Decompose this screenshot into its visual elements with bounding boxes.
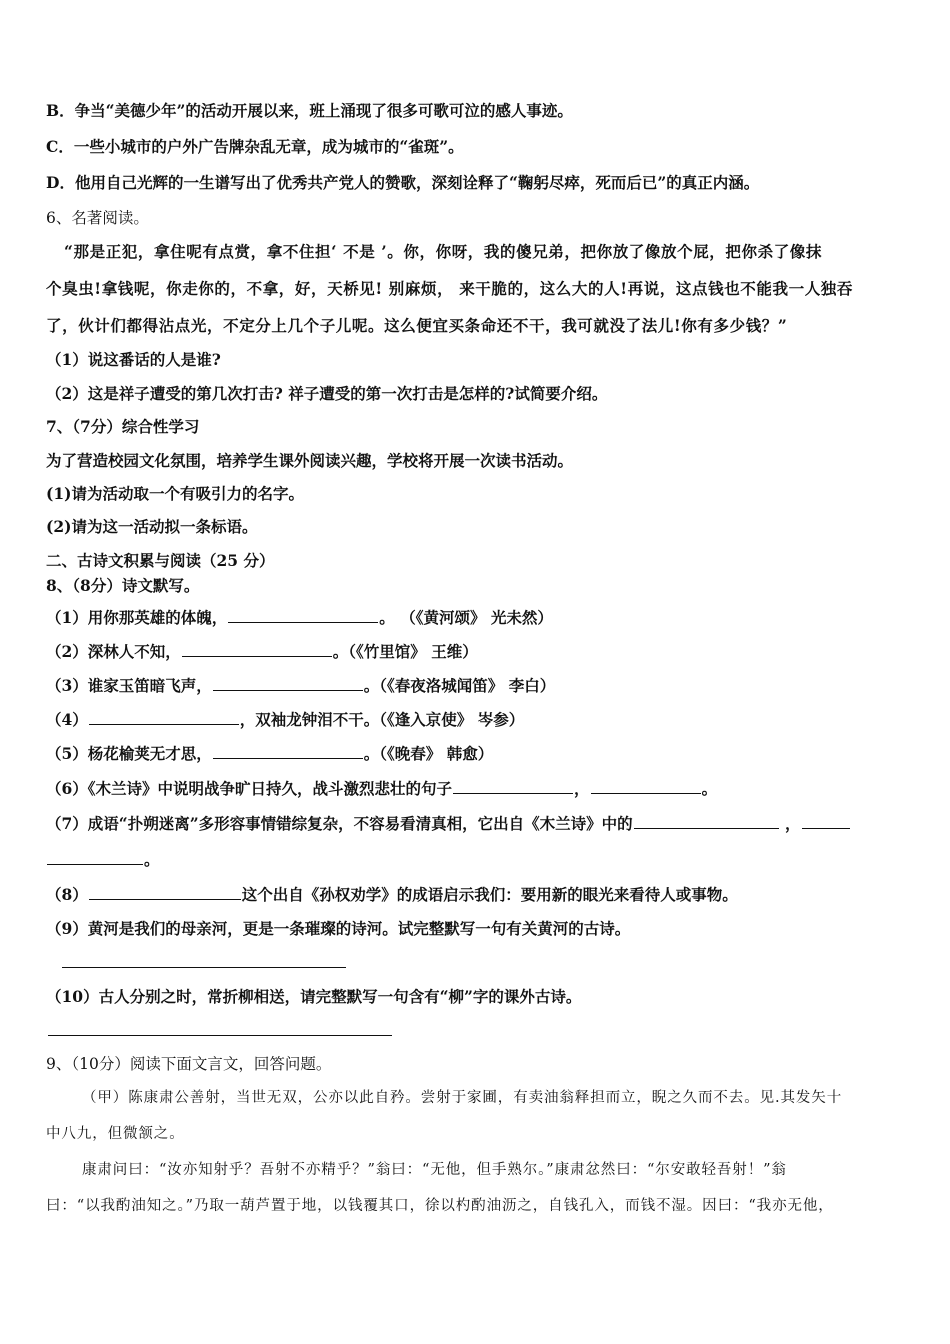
answer-line[interactable] (62, 967, 346, 968)
q8-item-7-comma: ， (779, 814, 801, 833)
answer-blank[interactable] (89, 710, 239, 725)
q8-item-3-prompt: （3）谁家玉笛暗飞声， (46, 676, 212, 695)
answer-blank[interactable] (634, 814, 779, 829)
q8-item-4 (46, 710, 524, 730)
q8-title: 8、（8分）诗文默写。 (46, 576, 200, 595)
q9-passage-1-line-1: （甲）陈康肃公善射，当世无双，公亦以此自矜。尝射于家圃，有卖油翁释担而立，睨之久而不去。见.其发矢十 (82, 1090, 843, 1106)
q8-item-7-continued (46, 850, 160, 870)
q7-intro: 为了营造校园文化氛围，培养学生课外阅读兴趣，学校将开展一次读书活动。 (46, 451, 574, 470)
q8-item-6-comma: ， (574, 779, 590, 798)
q8-item-7-prompt: （7）成语“扑朔迷离”多形容事情错综复杂，不容易看清真相，它出自《木兰诗》中的 (46, 814, 633, 833)
q8-item-1-prompt: （1）用你那英雄的体魄， (46, 608, 228, 627)
q8-item-9: （9）黄河是我们的母亲河，更是一条璀璨的诗河。试完整默写一句有关黄河的古诗。 (46, 919, 631, 938)
q8-item-2 (46, 642, 478, 662)
q6-title: 6、名著阅读。 (46, 209, 149, 227)
q8-item-6 (46, 779, 717, 799)
q8-item-7 (46, 814, 851, 834)
answer-blank[interactable] (802, 814, 850, 829)
q8-item-2-prompt: （2）深林人不知， (46, 642, 181, 661)
q8-item-3 (46, 676, 555, 696)
answer-line[interactable] (48, 1035, 392, 1036)
q5-option-c: C．一些小城市的户外广告牌杂乱无章，成为城市的“雀斑”。 (46, 137, 464, 156)
q8-item-3-source: 。（《春夜洛城闻笛》 李白） (363, 676, 556, 695)
q9-title: 9、（10分）阅读下面文言文，回答问题。 (46, 1055, 332, 1073)
q8-item-4-source: ，双袖龙钟泪不干。（《逢入京使》 岑参） (239, 710, 525, 729)
q6-subquestion-1: （1）说这番话的人是谁? (46, 350, 221, 369)
q8-item-5-source: 。（《晚春》 韩愈） (363, 744, 494, 763)
q8-item-5-prompt: （5）杨花榆荚无才思， (46, 744, 212, 763)
q8-item-8 (46, 885, 738, 905)
q8-item-8-tail: 这个出自《孙权劝学》的成语启示我们：要用新的眼光来看待人或事物。 (241, 885, 738, 904)
q8-item-6-prompt: （6）《木兰诗》中说明战争旷日持久，战斗激烈悲壮的句子 (46, 779, 453, 798)
q8-item-2-source: 。（《竹里馆》 王维） (332, 642, 478, 661)
q8-item-7-period: 。 (144, 850, 160, 869)
answer-blank[interactable] (182, 642, 332, 657)
answer-blank[interactable] (213, 676, 363, 691)
answer-blank[interactable] (213, 744, 363, 759)
answer-blank[interactable] (89, 885, 241, 900)
answer-blank[interactable] (47, 850, 143, 865)
q6-passage-line-1: “那是正犯，拿住呢有点赏，拿不住担‘ 不是 ’。你，你呀，我的傻兄弟，把你放了像放个屁，把你杀了像抹 (64, 242, 823, 261)
q6-passage-line-2: 个臭虫!拿钱呢，你走你的，不拿，好，天桥见! 别麻烦， 来干脆的，这么大的人!再说，这点钱也不能我一人独吞 (46, 279, 854, 298)
q6-subquestion-2: （2）这是祥子遭受的第几次打击? 祥子遭受的第一次打击是怎样的?试简要介绍。 (46, 384, 608, 403)
q7-title: 7、（7分）综合性学习 (46, 417, 200, 436)
q8-item-10: （10）古人分别之时，常折柳相送，请完整默写一句含有“柳”字的课外古诗。 (46, 987, 582, 1006)
q8-item-5 (46, 744, 493, 764)
q8-item-1-source: 。 （《黄河颂》 光未然） (379, 608, 553, 627)
section-2-heading: 二、古诗文积累与阅读（25 分） (46, 551, 275, 570)
q9-passage-2-line-1: 康肃问曰：“汝亦知射乎？吾射不亦精乎？”翁曰：“无他，但手熟尔。”康肃忿然曰：“尔安敢轻吾射！”翁 (82, 1162, 787, 1178)
answer-blank[interactable] (228, 608, 378, 623)
q9-passage-1-line-2: 中八九，但微颔之。 (46, 1126, 185, 1142)
q9-passage-2-line-2: 曰：“以我酌油知之。”乃取一葫芦置于地，以钱覆其口，徐以杓酌油沥之，自钱孔入，而钱不湿。因曰：“我亦无他， (46, 1198, 834, 1214)
q8-item-1 (46, 608, 553, 628)
q5-option-b: B．争当“美德少年”的活动开展以来，班上涌现了很多可歌可泣的感人事迹。 (46, 101, 573, 120)
q8-item-8-prompt: （8） (46, 885, 88, 904)
q8-item-6-period: 。 (701, 779, 718, 798)
answer-blank[interactable] (591, 779, 701, 794)
answer-blank[interactable] (453, 779, 573, 794)
q6-passage-line-3: 了，伙计们都得沾点光，不定分上几个子儿呢。这么便宜买条命还不干，我可就没了法儿!你有多少钱？” (46, 316, 788, 335)
q7-subquestion-1: (1)请为活动取一个有吸引力的名字。 (46, 484, 304, 503)
q7-subquestion-2: (2)请为这一活动拟一条标语。 (46, 517, 258, 536)
q8-item-4-prompt: （4） (46, 710, 88, 729)
q5-option-d: D．他用自己光辉的一生谱写出了优秀共产党人的赞歌，深刻诠释了“鞠躬尽瘁，死而后已”的真正内涵。 (46, 173, 760, 192)
